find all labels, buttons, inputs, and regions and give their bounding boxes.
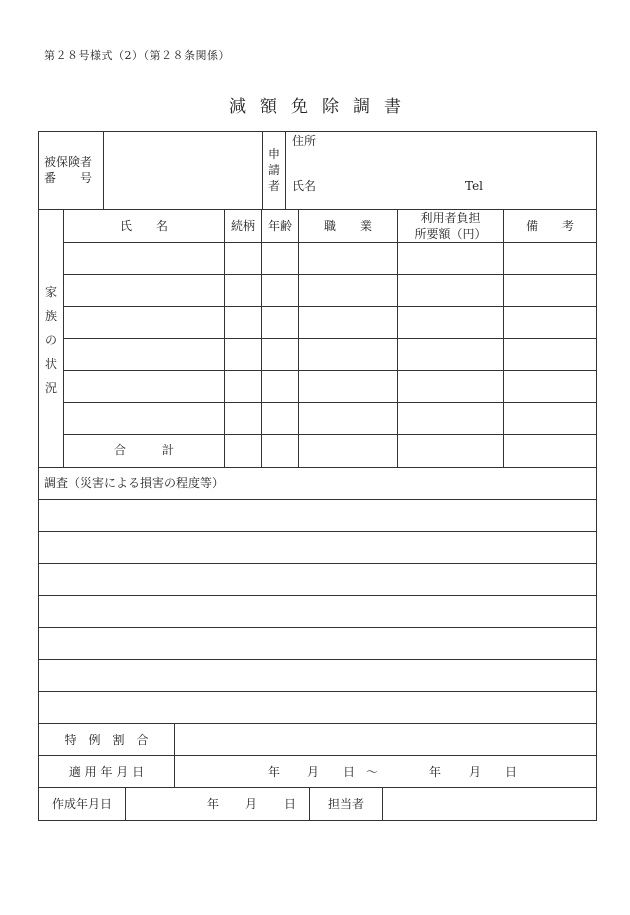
- family-row[interactable]: [64, 339, 596, 370]
- officer-label: 担当者: [327, 797, 364, 811]
- created-year-label: 年: [207, 797, 220, 811]
- header-user-burden-line2: 所要額（円）: [414, 227, 487, 241]
- insured-number-label-line2: 番 号: [44, 171, 93, 185]
- applicant-field[interactable]: [286, 132, 596, 209]
- header-name: 氏 名: [119, 219, 168, 233]
- header-remarks: 備 考: [525, 219, 574, 233]
- insured-number-field[interactable]: [104, 132, 262, 209]
- special-rate-field[interactable]: [175, 724, 596, 755]
- created-date-field[interactable]: [126, 788, 309, 820]
- application-date-label: 適 用 年 月 日: [68, 765, 145, 779]
- end-year-label: 年: [429, 765, 442, 779]
- start-day-label: 日: [343, 765, 356, 779]
- created-date-label: 作成年月日: [51, 797, 112, 811]
- survey-label: 調査（災害による損害の程度等）: [44, 476, 225, 490]
- created-month-label: 月: [245, 797, 258, 811]
- form-title: 減額免除調書: [229, 97, 415, 117]
- special-rate-label: 特 例 割 合: [64, 733, 149, 747]
- header-age: 年齢: [267, 219, 292, 233]
- application-date-field[interactable]: [175, 756, 596, 787]
- family-row[interactable]: [64, 243, 596, 274]
- tel-label: Tel: [465, 179, 484, 193]
- family-row[interactable]: [64, 275, 596, 306]
- survey-field[interactable]: [39, 500, 596, 723]
- insured-number-label-line1: 被保険者: [44, 155, 93, 169]
- family-row[interactable]: [64, 403, 596, 434]
- officer-field[interactable]: [383, 788, 596, 820]
- header-occupation: 職 業: [323, 219, 372, 233]
- form-number: 第２８号様式（2）（第２８条関係）: [44, 49, 230, 62]
- total-label: 合 計: [113, 443, 174, 457]
- name-label: 氏名: [292, 179, 317, 193]
- total-row-fields[interactable]: [225, 435, 596, 467]
- family-row[interactable]: [64, 307, 596, 338]
- start-month-label: 月: [307, 765, 320, 779]
- date-range-tilde: ～: [366, 765, 379, 779]
- family-status-label: 家族の状況: [45, 285, 58, 395]
- family-row[interactable]: [64, 371, 596, 402]
- header-relationship: 続柄: [230, 219, 255, 233]
- created-day-label: 日: [284, 797, 297, 811]
- applicant-label: 申請者: [268, 147, 281, 193]
- header-user-burden-line1: 利用者負担: [420, 211, 481, 225]
- end-day-label: 日: [505, 765, 518, 779]
- start-year-label: 年: [268, 765, 281, 779]
- end-month-label: 月: [469, 765, 482, 779]
- address-label: 住所: [292, 134, 317, 148]
